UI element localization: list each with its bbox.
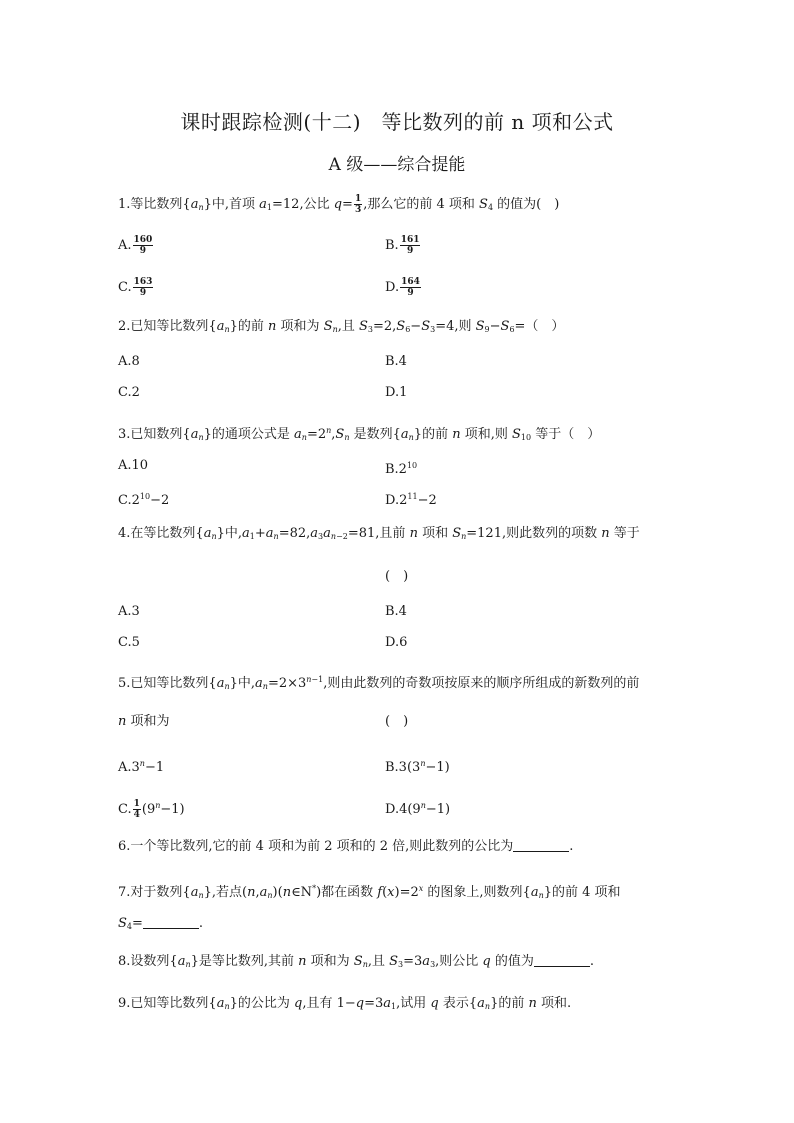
- question-2-option-b: B.4: [385, 354, 407, 369]
- question-3-stem: 3.已知数列$\{a_n\}$的通项公式是 $a_n=2^n,S_n$ 是数列$\{a_n\}$的前 n 项和,则 $S_{10}$ 等于（ ）: [118, 426, 601, 442]
- question-5-option-d: $D.4(9^n-1)$: [385, 801, 451, 817]
- question-4-option-c: C.5: [118, 635, 140, 650]
- question-4-option-d: D.6: [385, 635, 408, 650]
- question-5-answer-paren: ( ): [385, 714, 409, 729]
- question-3-option-c: $C.2^{10}-2$: [118, 492, 170, 508]
- section-subtitle: A 级——综合提能: [328, 155, 466, 175]
- question-5-option-a: $A.3^n-1$: [118, 759, 165, 775]
- page-title: 课时跟踪检测(十二) 等比数列的前 n 项和公式: [180, 110, 614, 134]
- question-4-stem: 4.在等比数列$\{a_n\}$中$,a_1+a_n=82,a_3a_{n-2}=81$,且前 n 项和 $S_n=121$,则此数列的项数 n 等于: [118, 526, 640, 541]
- question-2-option-d: D.1: [385, 385, 408, 400]
- question-4-answer-paren: ( ): [385, 569, 409, 584]
- question-2-stem: 2.已知等比数列$\{a_n\}$的前 n 项和为 $S_n$,且 $S_3=2,S_6-S_3=4$,则 $S_9-S_6=$（ ）: [118, 319, 565, 334]
- question-5-stem-continued: n 项和为: [118, 714, 170, 729]
- question-1-option-d: D. $\frac{164}{9}$: [385, 277, 420, 298]
- answer-blank[interactable]: [513, 839, 569, 852]
- question-1-option-c: C. $\frac{163}{9}$: [118, 277, 153, 298]
- answer-blank[interactable]: [143, 916, 199, 929]
- question-5-option-b: $B.3(3^n-1)$: [385, 759, 450, 775]
- question-4-option-a: A.3: [118, 604, 140, 619]
- question-3-option-d: $D.2^{11}-2$: [385, 492, 437, 508]
- question-7-stem-continued: $S_4=$ .: [118, 916, 204, 931]
- question-1-stem: 1.等比数列$\{a_n\}$中,首项 $a_1=12$,公比 q= $\frac{1}{3}$ ,那么它的前 4 项和 $S_4$ 的值为( ): [118, 194, 560, 215]
- question-1-option-a: A. $\frac{160}{9}$: [118, 235, 153, 256]
- question-2-option-a: A.8: [118, 354, 140, 369]
- question-4-option-b: B.4: [385, 604, 407, 619]
- question-6-stem: 6.一个等比数列,它的前 4 项和为前 2 项和的 2 倍,则此数列的公比为 .: [118, 839, 574, 854]
- question-3-option-a: A.10: [118, 458, 149, 473]
- answer-blank[interactable]: [534, 954, 590, 967]
- question-3-option-b: $B.2^{10}$: [385, 461, 418, 477]
- question-8-stem: 8.设数列$\{a_n\}$是等比数列,其前 n 项和为 $S_n$,且 $S_3=3a_3$,则公比 q 的值为 .: [118, 954, 595, 969]
- question-5-stem: 5.已知等比数列$\{a_n\}$中$,a_n=2\times 3^{n-1}$,则由此数列的奇数项按原来的顺序所组成的新数列的前: [118, 675, 640, 691]
- question-7-stem: 7.对于数列$\{a_n\}$,若点$(n,a_n)(n\in N^*)$都在函数 $f(x)=2^x$ 的图象上,则数列$\{a_n\}$的前 4 项和: [118, 884, 621, 900]
- question-1-option-b: B. $\frac{161}{9}$: [385, 235, 420, 256]
- question-9-stem: 9.已知等比数列$\{a_n\}$的公比为 q,且有 $1-q=3a_1$,试用 q 表示$\{a_n\}$的前 n 项和.: [118, 996, 572, 1011]
- question-5-option-c: C. $\frac{1}{4}$ $(9^n-1)$: [118, 799, 185, 820]
- question-2-option-c: C.2: [118, 385, 140, 400]
